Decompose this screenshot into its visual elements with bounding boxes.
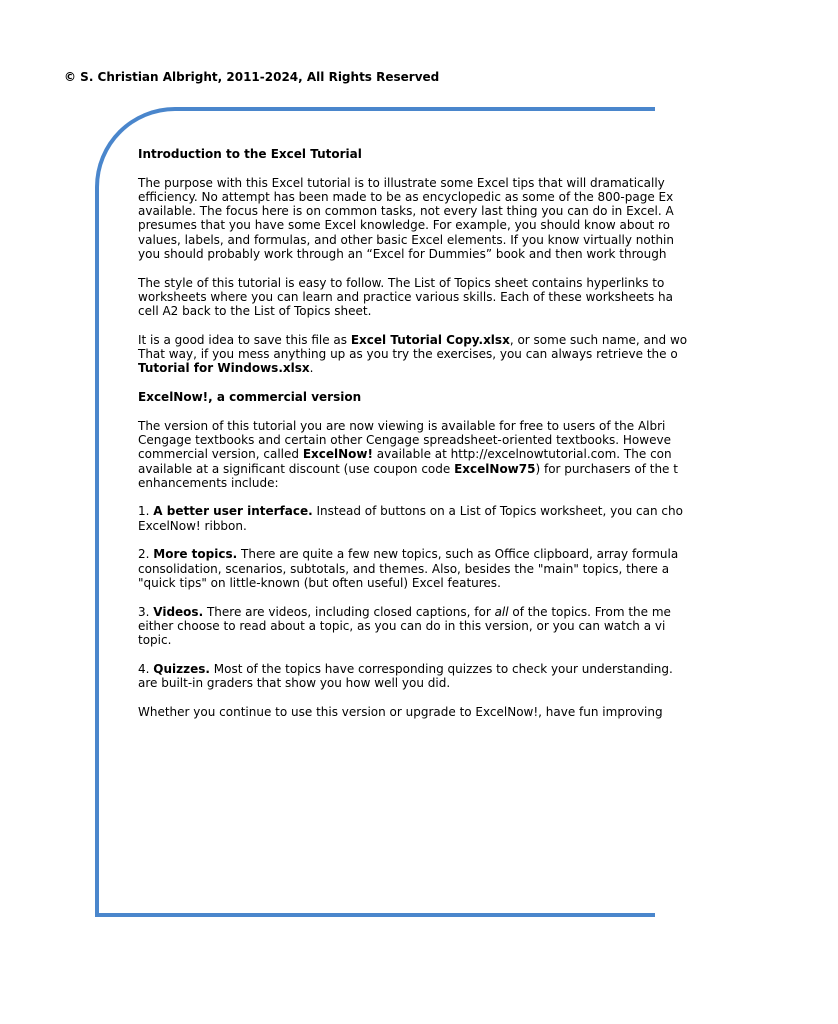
text-line: enhancements include: [138,475,279,490]
text-line: Cengage textbooks and certain other Cengage spreadsheet-oriented textbooks. Howeve [138,432,671,447]
text-line [138,662,838,676]
excelnow-heading: ExcelNow!, a commercial version [138,390,362,405]
coupon-code: ExcelNow75 [454,461,536,476]
text-line: "quick tips" on little-known (but often useful) Excel features. [138,575,501,590]
text-line [138,462,838,476]
text-run: commercial version, called [138,447,303,462]
text-line: The style of this tutorial is easy to follow. The List of Topics sheet contains hyperlinks to [138,275,665,290]
text-line [138,504,838,518]
text-line: presumes that you have some Excel knowledge. For example, you should know about ro [138,218,670,233]
item-title: Quizzes. [153,661,210,676]
text-line: you should probably work through an “Excel for Dummies” book and then work through [138,247,667,262]
emphasis: all [494,604,509,619]
closing-paragraph: Whether you continue to use this version or upgrade to ExcelNow!, have fun improving [138,704,663,719]
enhancement-item-2 [138,547,838,590]
text-run: There are videos, including closed captions, for [203,604,495,619]
item-title: More topics. [153,547,238,562]
text-line: either choose to read about a topic, as you can do in this version, or you can watch a vi [138,618,666,633]
text-line: efficiency. No attempt has been made to be as encyclopedic as some of the 800-page Ex [138,189,674,204]
text-line: consolidation, scenarios, subtotals, and themes. Also, besides the "main" topics, there a [138,561,670,576]
save-copy-paragraph [138,333,838,376]
text-run: Instead of buttons on a List of Topics worksheet, you can cho [312,504,683,519]
text-run: . [309,361,314,376]
text-line [138,361,838,375]
text-run: It is a good idea to save this file as [138,332,351,347]
item-number: 3. [138,604,154,619]
text-run: There are quite a few new topics, such as Office clipboard, array formula [237,547,679,562]
style-paragraph [138,276,838,319]
filename-original: Tutorial for Windows.xlsx [138,361,310,376]
item-number: 2. [138,547,154,562]
text-run: , or some such name, and wo [509,332,688,347]
enhancement-item-1 [138,504,838,533]
text-line: available. The focus here is on common tasks, not every last thing you can do in Excel. A [138,204,674,219]
filename-copy: Excel Tutorial Copy.xlsx [350,332,510,347]
enhancement-item-3 [138,605,838,648]
text-line: cell A2 back to the List of Topics sheet. [138,304,372,319]
text-line [138,547,838,561]
text-line [138,447,838,461]
text-run: of the topics. From the me [508,604,671,619]
intro-paragraph [138,176,838,262]
text-line [138,333,838,347]
text-line: That way, if you mess anything up as you try the exercises, you can always retrieve the o [138,347,678,362]
text-run: Most of the topics have corresponding quizzes to check your understanding. [209,661,673,676]
text-line [138,605,838,619]
text-line: values, labels, and formulas, and other basic Excel elements. If you know virtually nothin [138,232,674,247]
item-number: 1. [138,504,154,519]
item-title: Videos. [153,604,204,619]
excelnow-name: ExcelNow! [302,447,373,462]
copyright-notice: © S. Christian Albright, 2011-2024, All Rights Reserved [64,70,440,84]
item-number: 4. [138,661,154,676]
item-title: A better user interface. [153,504,313,519]
text-line: topic. [138,633,172,648]
intro-heading: Introduction to the Excel Tutorial [138,147,362,161]
text-run: ) for purchasers of the t [535,461,678,476]
text-run: available at http://excelnowtutorial.com. The con [372,447,672,462]
text-line: worksheets where you can learn and practice various skills. Each of these worksheets ha [138,289,673,304]
text-line: ExcelNow! ribbon. [138,518,247,533]
text-run: available at a significant discount (use coupon code [138,461,455,476]
text-line: are built-in graders that show you how well you did. [138,675,451,690]
enhancement-item-4 [138,662,838,691]
tutorial-content [138,147,838,733]
text-line: The purpose with this Excel tutorial is to illustrate some Excel tips that will dramatically [138,175,665,190]
text-line: The version of this tutorial you are now viewing is available for free to users of the Albri [138,418,666,433]
excelnow-paragraph [138,419,838,490]
